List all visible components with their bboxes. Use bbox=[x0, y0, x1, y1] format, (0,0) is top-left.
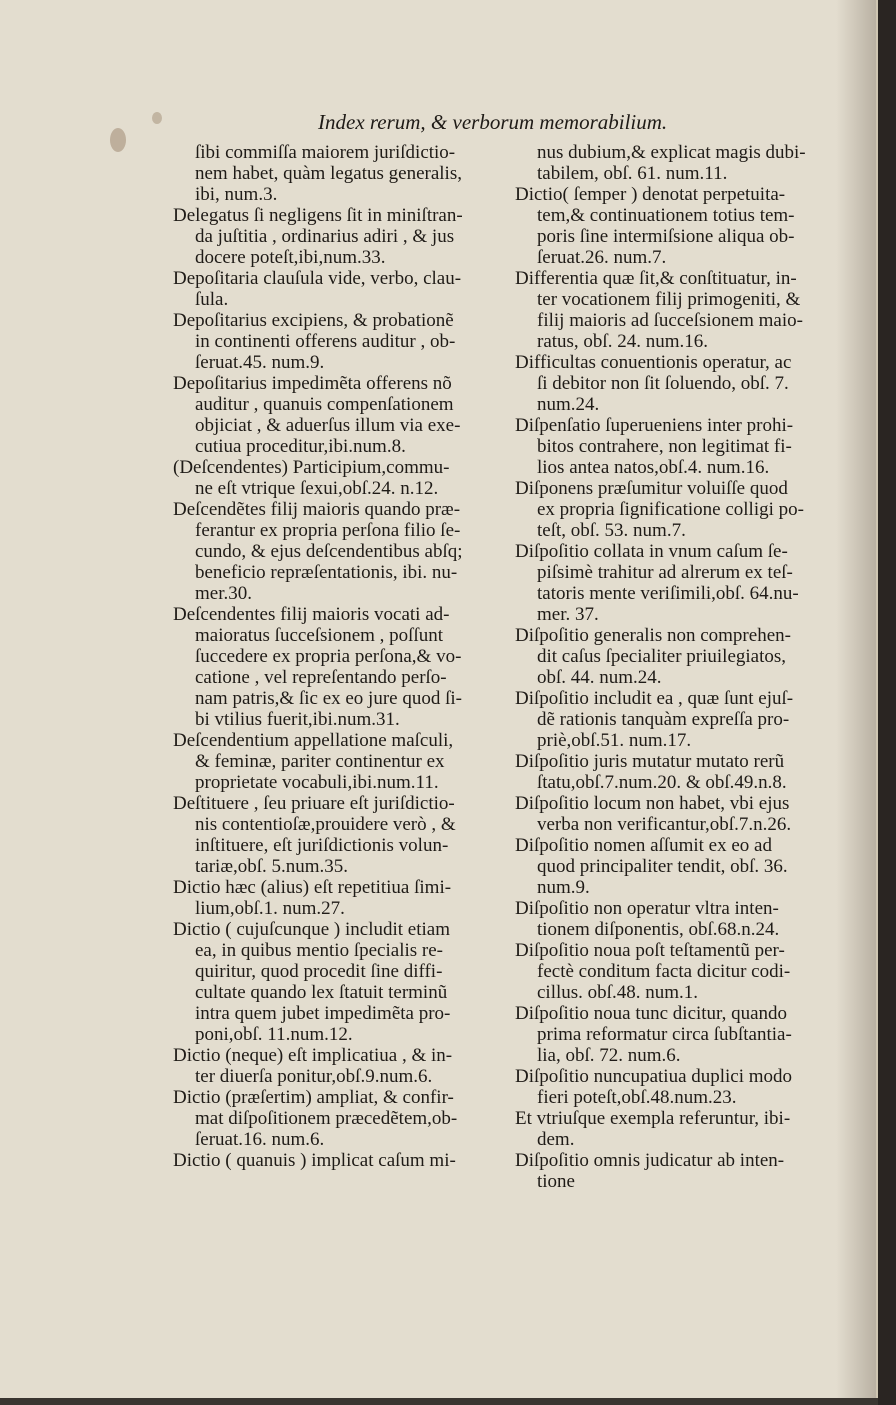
index-entry: Deſcendẽtes filij maioris quando præ- ferantur ex propria perſona filio ſe- cundo, & ejus deſcendentibus abſq; beneficio repræſentationis, ibi. nu- mer.30. bbox=[173, 499, 463, 604]
right-column bbox=[515, 142, 840, 1192]
index-entry: Differentia quæ ſit,& conſtituatur, in- ter vocationem filij primogeniti, & filij maioris ad ſucceſsionem maio- ratus, obſ. 24. num.16. bbox=[515, 268, 803, 352]
index-entry: Diſpoſitio includit ea , quæ ſunt ejuſ- dẽ rationis tanquàm expreſſa pro- priè,obſ.51. num.17. bbox=[515, 688, 794, 751]
index-entry: Depoſitarius excipiens, & probationẽ in continenti offerens auditur , ob- ſeruat.45. num.9. bbox=[173, 310, 456, 373]
index-entry: Depoſitaria clauſula vide, verbo, clau- ſula. bbox=[173, 268, 462, 310]
index-entry: Dictio (præſertim) ampliat, & confir- mat diſpoſitionem præcedẽtem,ob- ſeruat.16. num.6. bbox=[173, 1087, 458, 1150]
book-gutter bbox=[878, 0, 896, 1405]
index-entry: Diſpoſitio non operatur vltra inten- tionem diſponentis, obſ.68.n.24. bbox=[515, 898, 780, 940]
index-entry: Diſpoſitio noua tunc dicitur, quando prima reformatur circa ſubſtantia- lia, obſ. 72. num.6. bbox=[515, 1003, 792, 1066]
index-entry: Diſpoſitio collata in vnum caſum ſe- piſsimè trahitur ad alrerum ex teſ- tatoris mente veriſimili,obſ. 64.nu- mer. 37. bbox=[515, 541, 799, 625]
index-entry: Diſpoſitio locum non habet, vbi ejus verba non verificantur,obſ.7.n.26. bbox=[515, 793, 792, 835]
index-entry: Diſpoſitio omnis judicatur ab inten- tione bbox=[515, 1150, 785, 1192]
index-entry: Diſpoſitio nomen aſſumit ex eo ad quod principaliter tendit, obſ. 36. num.9. bbox=[515, 835, 788, 898]
index-entry: Deſcendentes filij maioris vocati ad- maioratus ſucceſsionem , poſſunt ſuccedere ex propria perſona,& vo- catione , vel repreſentando perſo- nam patris,& ſic ex eo jure quod ſi- bi vtilius fuerit,ibi.num.31. bbox=[173, 604, 462, 730]
index-entry: Diſpoſitio nuncupatiua duplici modo fieri poteſt,obſ.48.num.23. bbox=[515, 1066, 793, 1108]
index-entry: Depoſitarius impedimẽta offerens nõ auditur , quanuis compenſationem objiciat , & aduerſus illum via exe- cutiua proceditur,ibi.num.8. bbox=[173, 373, 461, 457]
index-entry: Difficultas conuentionis operatur, ac ſi debitor non ſit ſoluendo, obſ. 7. num.24. bbox=[515, 352, 792, 415]
index-entry: Dictio (neque) eſt implicatiua , & in- ter diuerſa ponitur,obſ.9.num.6. bbox=[173, 1045, 453, 1087]
index-entry: Dictio( ſemper ) denotat perpetuita- tem,& continuationem totius tem- poris ſine intermiſsione aliqua ob- ſeruat.26. num.7. bbox=[515, 184, 795, 268]
page-shading bbox=[836, 0, 876, 1398]
index-entry: ſibi commiſſa maiorem juriſdictio- nem habet, quàm legatus generalis, ibi, num.3. bbox=[195, 142, 462, 205]
running-header: Index rerum, & verborum memorabilium. bbox=[318, 110, 668, 134]
left-column bbox=[173, 142, 498, 1171]
index-entry: Et vtriuſque exempla referuntur, ibi- dem. bbox=[515, 1108, 791, 1150]
index-entry: Dictio ( quanuis ) implicat caſum mi- bbox=[173, 1150, 456, 1171]
index-entry: Diſpoſitio generalis non comprehen- dit caſus ſpecialiter priuilegiatos, obſ. 44. num.24. bbox=[515, 625, 791, 688]
index-entry: Deſtituere , ſeu priuare eſt juriſdictio- nis contentioſæ,prouidere verò , & inſtituere, eſt juriſdictionis volun- tariæ,obſ. 5.num.35. bbox=[173, 793, 456, 877]
index-entry: Diſpenſatio ſuperueniens inter prohi- bitos contrahere, non legitimat fi- lios antea natos,obſ.4. num.16. bbox=[515, 415, 794, 478]
index-entry: Diſpoſitio noua poſt teſtamentũ per- fectè conditum facta dicitur codi- cillus. obſ.48. num.1. bbox=[515, 940, 791, 1003]
index-entry: Deſcendentium appellatione maſculi, & feminæ, pariter continentur ex proprietate vocabuli,ibi.num.11. bbox=[173, 730, 454, 793]
index-entry: Dictio hæc (alius) eſt repetitiua ſimi- lium,obſ.1. num.27. bbox=[173, 877, 452, 919]
index-entry: Diſponens præſumitur voluiſſe quod ex propria ſignificatione colligi po- teſt, obſ. 53. num.7. bbox=[515, 478, 804, 541]
index-entry: (Deſcendentes) Participium,commu- ne eſt vtrique ſexui,obſ.24. n.12. bbox=[173, 457, 450, 499]
ink-stain bbox=[110, 128, 126, 152]
index-entry: Delegatus ſi negligens ſit in miniſtran- da juſtitia , ordinarius adiri , & jus docere poteſt,ibi,num.33. bbox=[173, 205, 463, 268]
ink-stain-small bbox=[152, 112, 162, 124]
index-entry: nus dubium,& explicat magis dubi- tabilem, obſ. 61. num.11. bbox=[537, 142, 806, 184]
index-entry: Dictio ( cujuſcunque ) includit etiam ea, in quibus mentio ſpecialis re- quiritur, quod procedit ſine diffi- cultate quando lex ſtatuit terminũ intra quem jubet impedimẽta pro- poni,obſ. 11.num.12. bbox=[173, 919, 451, 1045]
index-entry: Diſpoſitio juris mutatur mutato rerũ ſtatu,obſ.7.num.20. & obſ.49.n.8. bbox=[515, 751, 787, 793]
